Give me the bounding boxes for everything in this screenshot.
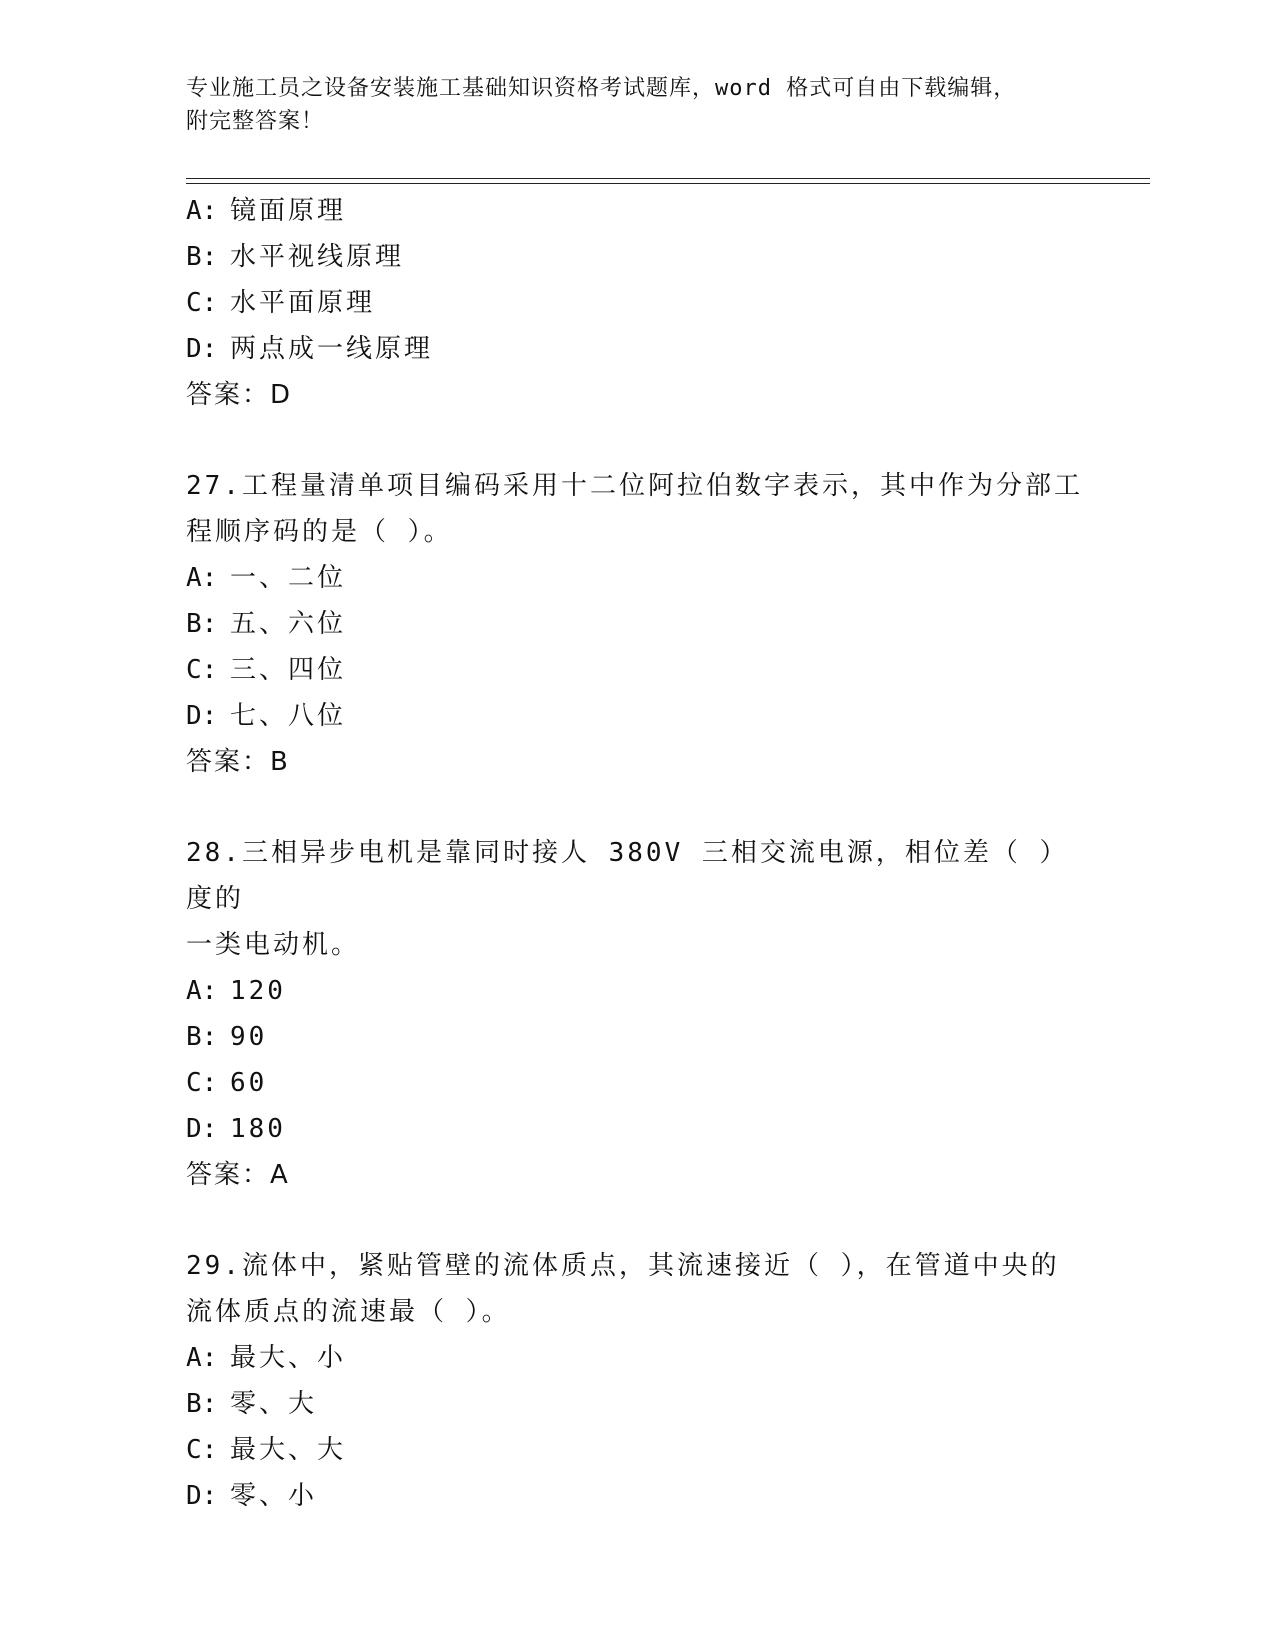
option-b — [186, 1381, 1086, 1427]
option-key: A: — [186, 976, 218, 1006]
option-b — [186, 1014, 1086, 1060]
option-text: 七、八位 — [230, 701, 347, 731]
header-divider-bottom — [186, 183, 1150, 184]
option-key: D: — [186, 334, 218, 364]
option-text: 120 — [230, 976, 286, 1006]
option-d — [186, 326, 1086, 372]
option-text: 两点成一线原理 — [230, 334, 434, 364]
option-text: 镜面原理 — [230, 196, 347, 226]
option-key: D: — [186, 1114, 218, 1144]
question-27 — [186, 463, 1086, 785]
option-key: B: — [186, 1022, 218, 1052]
option-text: 水平视线原理 — [230, 242, 405, 272]
question-26-continued — [186, 188, 1086, 418]
option-a — [186, 555, 1086, 601]
question-28 — [186, 830, 1086, 1198]
option-key: A: — [186, 196, 218, 226]
answer-line: 答案：D — [186, 380, 293, 410]
option-key: C: — [186, 1435, 218, 1465]
option-key: C: — [186, 1068, 218, 1098]
question-stem-line-1: 29.流体中，紧贴管壁的流体质点，其流速接近（ ），在管道中央的 — [186, 1251, 1060, 1281]
option-text: 三、四位 — [230, 655, 347, 685]
option-text: 60 — [230, 1068, 268, 1098]
document-header — [186, 72, 1086, 138]
option-a — [186, 968, 1086, 1014]
question-stem-line-2: 一类电动机。 — [186, 930, 361, 960]
answer-line: 答案：B — [186, 747, 290, 777]
header-line-1: 专业施工员之设备安装施工基础知识资格考试题库，word 格式可自由下载编辑， — [186, 76, 1017, 101]
option-key: C: — [186, 288, 218, 318]
option-key: B: — [186, 242, 218, 272]
option-d — [186, 1106, 1086, 1152]
option-key: A: — [186, 563, 218, 593]
answer-line: 答案：A — [186, 1160, 290, 1190]
option-d — [186, 693, 1086, 739]
question-stem-line-2: 程顺序码的是（ ）。 — [186, 517, 453, 547]
option-c — [186, 1427, 1086, 1473]
option-text: 水平面原理 — [230, 288, 376, 318]
question-stem-line-2: 流体质点的流速最（ ）。 — [186, 1297, 511, 1327]
question-stem-line-1: 28.三相异步电机是靠同时接人 380V 三相交流电源，相位差（ ）度的 — [186, 838, 1069, 914]
header-line-2: 附完整答案！ — [186, 109, 325, 134]
header-divider-top — [186, 178, 1150, 179]
option-text: 零、大 — [230, 1389, 318, 1419]
option-text: 一、二位 — [230, 563, 347, 593]
option-a — [186, 188, 1086, 234]
option-d — [186, 1473, 1086, 1519]
option-text: 180 — [230, 1114, 286, 1144]
option-text: 最大、小 — [230, 1343, 347, 1373]
option-key: B: — [186, 609, 218, 639]
option-key: B: — [186, 1389, 218, 1419]
option-key: D: — [186, 701, 218, 731]
question-list — [186, 188, 1086, 1519]
option-c — [186, 280, 1086, 326]
option-a — [186, 1335, 1086, 1381]
option-b — [186, 601, 1086, 647]
option-text: 零、小 — [230, 1481, 318, 1511]
option-b — [186, 234, 1086, 280]
option-text: 五、六位 — [230, 609, 347, 639]
option-c — [186, 1060, 1086, 1106]
option-text: 最大、大 — [230, 1435, 347, 1465]
question-stem-line-1: 27.工程量清单项目编码采用十二位阿拉伯数字表示，其中作为分部工 — [186, 471, 1083, 501]
question-29 — [186, 1243, 1086, 1519]
option-key: A: — [186, 1343, 218, 1373]
option-key: D: — [186, 1481, 218, 1511]
option-c — [186, 647, 1086, 693]
option-key: C: — [186, 655, 218, 685]
option-text: 90 — [230, 1022, 268, 1052]
